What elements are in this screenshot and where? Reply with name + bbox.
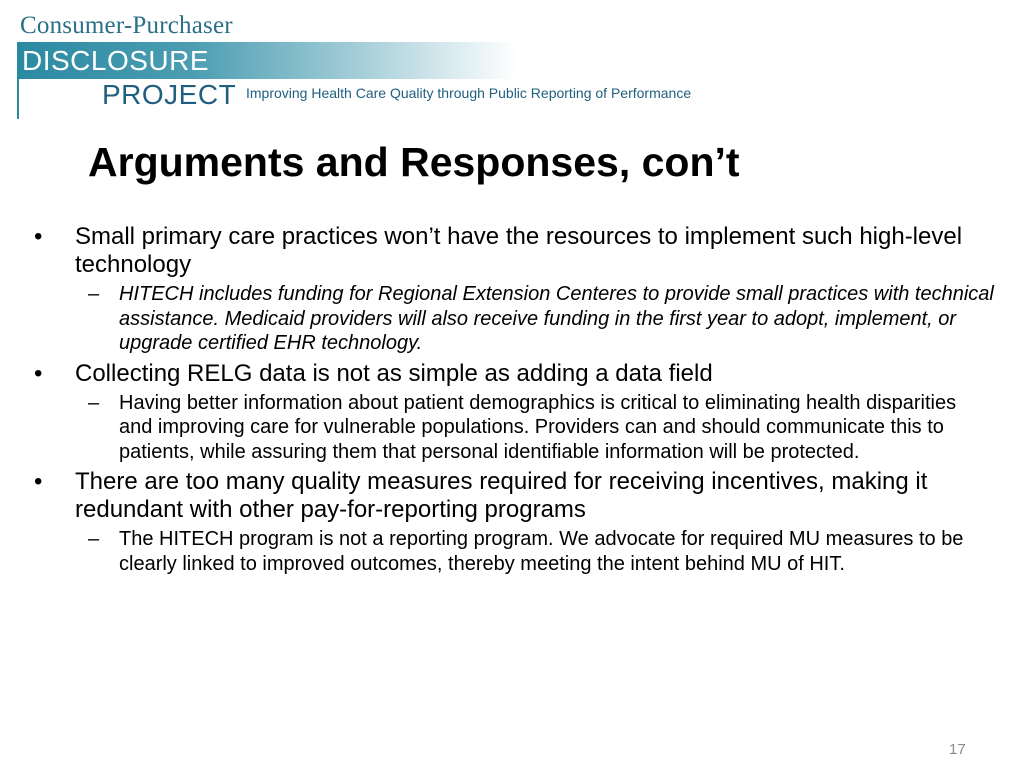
sub-bullet-text: The HITECH program is not a reporting program. We advocate for required MU measures to be clearly linked to improved outcomes, thereby meeting the intent behind MU of HIT. [119, 528, 964, 575]
logo-line-disclosure: DISCLOSURE [22, 45, 210, 76]
slide-title: Arguments and Responses, con’t [88, 139, 740, 185]
bullet-marker: • [34, 468, 43, 495]
bullet-marker: • [34, 223, 43, 250]
sub-bullet-item [34, 282, 994, 356]
bullet-text: There are too many quality measures required for receiving incentives, making it redundant with other pay-for-reporting programs [75, 468, 928, 523]
bullet-item [34, 468, 994, 524]
sub-bullet-item [34, 391, 994, 465]
dash-marker: – [88, 283, 100, 305]
slide-content [34, 223, 994, 580]
logo [0, 0, 760, 122]
logo-line-project: PROJECT [102, 79, 237, 110]
bullet-text: Small primary care practices won’t have the resources to implement such high-level technology [75, 223, 963, 278]
sub-bullet-item [34, 527, 994, 576]
bullet-item [34, 360, 994, 388]
logo-vertical-rule [17, 79, 19, 119]
logo-line-consumer-purchaser: Consumer-Purchaser [20, 12, 233, 39]
bullet-marker: • [34, 359, 43, 387]
dash-marker: – [88, 528, 100, 550]
bullet-text: Collecting RELG data is not as simple as adding a data field [75, 359, 713, 387]
bullet-item [34, 223, 994, 279]
sub-bullet-text: Having better information about patient demographics is critical to eliminating health disparities and improving care for vulnerable populations. Providers can and should communicate this to patients, while assuring them that personal identifiable information will be protected. [119, 391, 957, 463]
logo-tagline: Improving Health Care Quality through Public Reporting of Performance [246, 85, 692, 101]
sub-bullet-text: HITECH includes funding for Regional Extension Centeres to provide small practices with technical assistance. Medicaid providers will also receive funding in the first year to adopt, implement, or upgrade certified EHR technology. [119, 283, 994, 354]
dash-marker: – [88, 391, 100, 414]
page-number: 17 [949, 741, 966, 758]
